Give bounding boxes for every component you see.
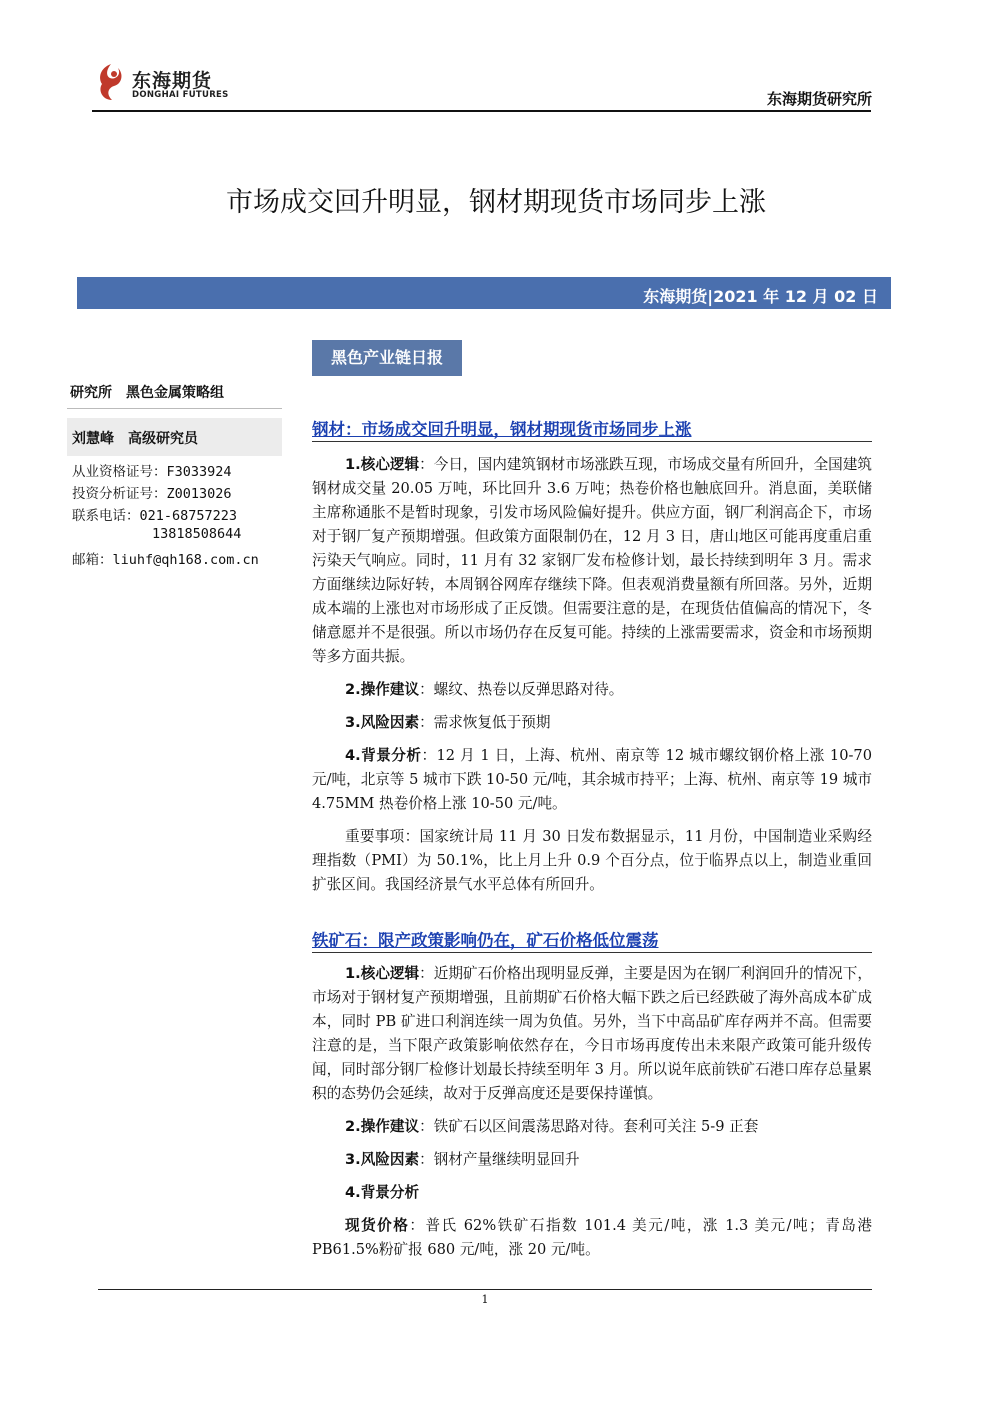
contact-mobile: 13818508644 [152, 526, 242, 542]
sidebar-divider [67, 408, 282, 409]
steel-core-logic: 1.核心逻辑：今日，国内建筑钢材市场涨跌互现，市场成交量有所回升，全国建筑钢材成交量 20.05 万吨，环比回升 3.6 万吨；热卷价格也触底回升。消息面，美联储主席称通胀不是暂时现象，引发市场风险偏好提升。供应方面，钢厂利润高企下，市场对于钢厂复产预期增强。但政策方面限制仍在，12 月 3 日，唐山地区可能再度重启重污染天气响应。同时，11 月有 32 家钢厂发布检修计划，最长持续到明年 3 月。需求方面继续边际好转，本周钢谷网库存继续下降。但表观消费量额有所回落。另外，近期成本端的上涨也对市场形成了正反馈。但需要注意的是，在现货估值偏高的情况下，冬储意愿并不是很强。所以市场仍存在反复可能。持续的上涨需要需求，资金和市场预期等多方面共振。 [312, 456, 872, 665]
contact-email[interactable]: 邮箱：liuhf@qh168.com.cn [72, 552, 259, 568]
header-divider [92, 110, 871, 112]
page-number: 1 [481, 1293, 489, 1306]
ore-heading[interactable]: 铁矿石：限产政策影响仍在，矿石价格低位震荡 [312, 931, 659, 950]
ore-core-logic: 1.核心逻辑：近期矿石价格出现明显反弹，主要是因为在钢厂利润回升的情况下，市场对于钢材复产预期增强，且前期矿石价格大幅下跌之后已经跌破了海外高成本矿成本，同时 PB 矿进口利润连续一周为负值。另外，当下中高品矿库存两并不高。但需要注意的是，当下限产政策影响依然存在，今日市场再度传出未来限产政策可能升级传闻，同时部分钢厂检修计划最长持续至明年 3 月。所以说年底前铁矿石港口库存总量累积的态势仍会延续，故对于反弹高度还是要保持谨慎。 [312, 965, 872, 1102]
institute-name: 东海期货研究所 [766, 90, 872, 108]
ore-risk: 3.风险因素：钢材产量继续明显回升 [345, 1151, 580, 1168]
logo-text-en: DONGHAI FUTURES [132, 90, 229, 100]
steel-important-event: 重要事项：国家统计局 11 月 30 日发布数据显示，11 月份，中国制造业采购经理指数（PMI）为 50.1%，比上月上升 0.9 个百分点，位于临界点以上，制造业重回扩张区间。我国经济景气水平总体有所回升。 [312, 828, 872, 893]
ore-advice: 2.操作建议：铁矿石以区间震荡思路对待。套利可关注 5-9 正套 [345, 1118, 759, 1135]
contact-phone: 联系电话：021-68757223 [72, 508, 238, 524]
qualification-number: 从业资格证号：F3033924 [72, 464, 232, 480]
section-tag: 黑色产业链日报 [312, 340, 462, 376]
analyst-cert-number: 投资分析证号：Z0013026 [72, 486, 232, 502]
steel-heading[interactable]: 钢材：市场成交回升明显，钢材期现货市场同步上涨 [312, 420, 692, 439]
footer-divider [98, 1289, 872, 1290]
steel-risk: 3.风险因素：需求恢复低于预期 [345, 714, 551, 731]
report-title: 市场成交回升明显，钢材期现货市场同步上涨 [226, 187, 766, 218]
ore-body [312, 962, 872, 1262]
ore-heading-rule [312, 952, 872, 953]
company-logo [92, 60, 232, 110]
steel-advice: 2.操作建议：螺纹、热卷以反弹思路对待。 [345, 681, 624, 698]
ore-background: 4.背景分析 [345, 1184, 420, 1201]
logo-text-cn: 东海期货 [132, 70, 213, 92]
ore-spot-price: 现货价格：普氏 62%铁矿石指数 101.4 美元/吨，涨 1.3 美元/吨；青岛港 PB61.5%粉矿报 680 元/吨，涨 20 元/吨。 [312, 1217, 872, 1258]
author-name: 刘慧峰 高级研究员 [72, 431, 198, 447]
steel-heading-rule [312, 441, 872, 442]
donghai-logo-icon [92, 60, 130, 104]
banner-text: 东海期货|2021 年 12 月 02 日 [643, 287, 878, 306]
research-group: 研究所 黑色金属策略组 [70, 385, 224, 401]
steel-background: 4.背景分析：12 月 1 日，上海、杭州、南京等 12 城市螺纹钢价格上涨 10-70 元/吨，北京等 5 城市下跌 10-50 元/吨，其余城市持平；上海、杭州、南京等 19 城市 4.75MM 热卷价格上涨 10-50 元/吨。 [312, 747, 873, 812]
steel-body [312, 453, 872, 897]
